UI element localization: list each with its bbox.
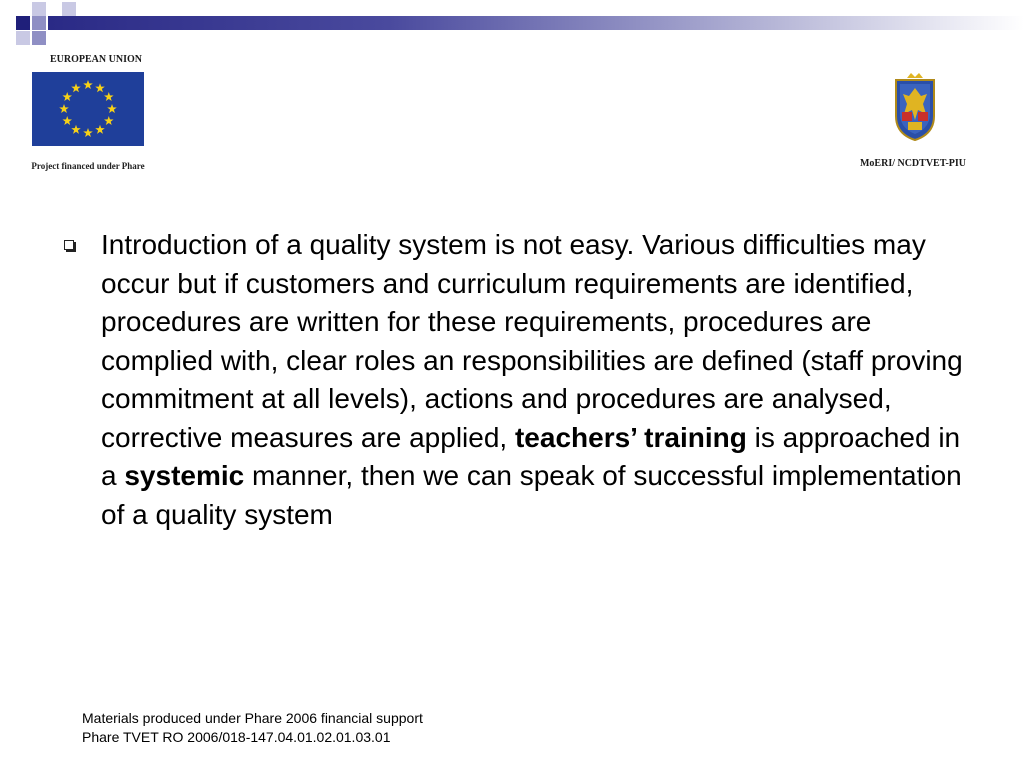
text-segment: manner, then we can speak of successful implementation of a quality system bbox=[101, 460, 962, 530]
corner-square-light bbox=[16, 31, 30, 45]
romanian-crest-icon bbox=[890, 72, 940, 142]
corner-square-light bbox=[62, 2, 76, 16]
bullet-text bbox=[101, 226, 969, 534]
corner-square-mid bbox=[32, 31, 46, 45]
emphasis-teachers-training: teachers’ training bbox=[514, 421, 747, 453]
hollow-square-bullet-icon bbox=[64, 240, 74, 250]
eu-label: EUROPEAN UNION bbox=[50, 54, 142, 65]
header-band bbox=[48, 16, 1024, 30]
corner-square-light bbox=[32, 2, 46, 16]
footer-line-2: Phare TVET RO 2006/018-147.04.01.02.01.03.01 bbox=[82, 729, 391, 745]
footer-line-1: Materials produced under Phare 2006 financial support bbox=[82, 710, 423, 726]
text-segment: is approached in a bbox=[101, 421, 961, 491]
footer bbox=[82, 709, 423, 747]
eu-flag-icon bbox=[32, 72, 144, 146]
financing-note: Project financed under Phare bbox=[31, 161, 145, 171]
bullet-point bbox=[64, 226, 969, 534]
corner-square-dark bbox=[16, 16, 30, 30]
corner-square-mid bbox=[32, 16, 46, 30]
text-segment: Introduction of a quality system is not easy. Various difficulties may occur but if customers and curriculum requirements are identified, procedures are written for these requirements, procedures are complied with, clear roles an responsibilities are defined (staff proving commitment at all levels), actions and procedures are analysed, corrective measures are applied, bbox=[101, 229, 963, 453]
emphasis-systemic: systemic bbox=[124, 460, 245, 491]
ministry-label: MoERI/ NCDTVET-PIU bbox=[859, 158, 967, 169]
